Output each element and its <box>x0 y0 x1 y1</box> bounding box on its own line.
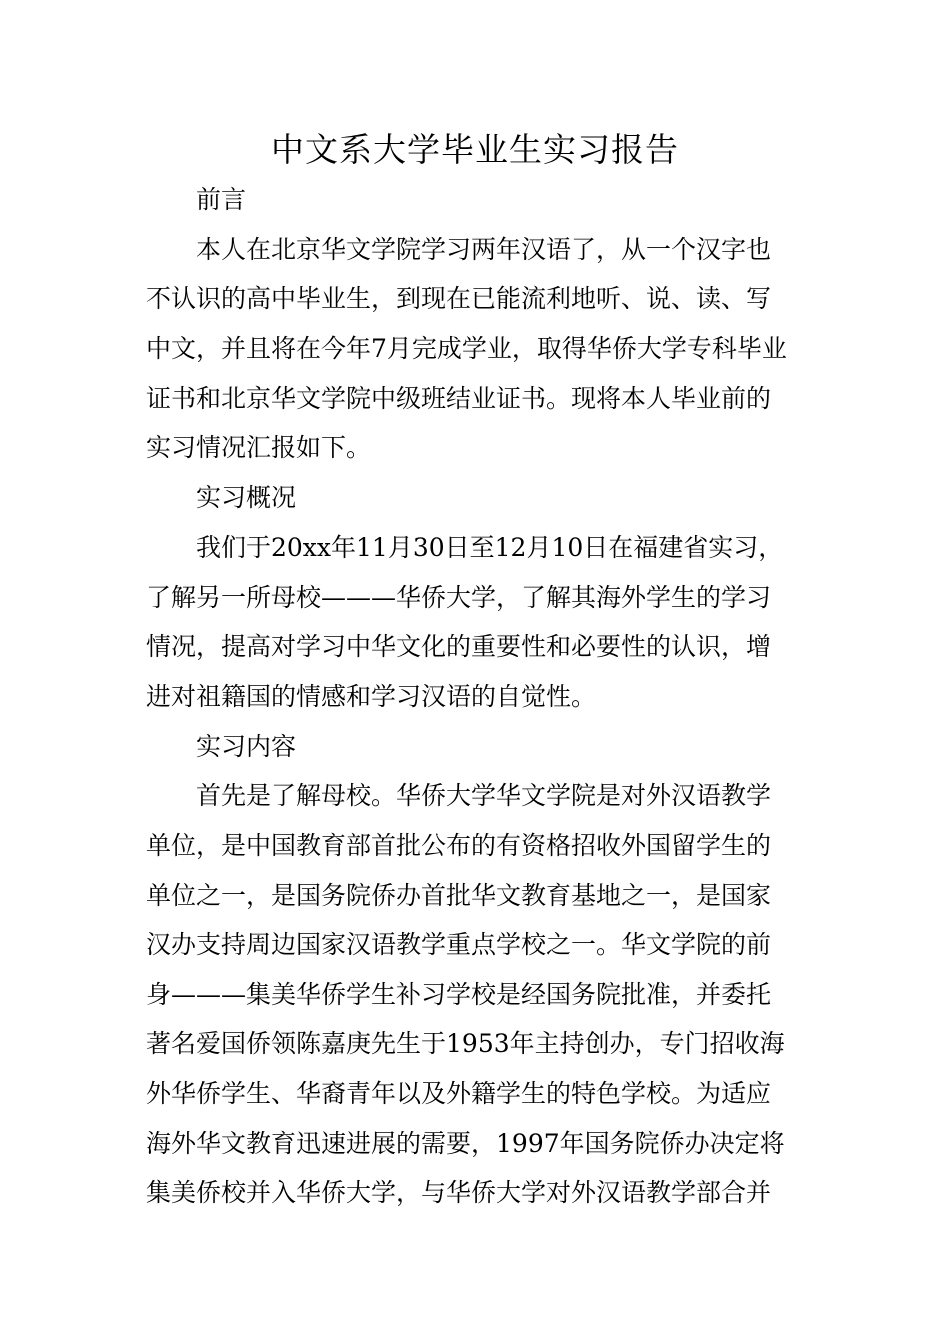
paragraph-line: 本人在北京华文学院学习两年汉语了，从一个汉字也 <box>196 235 772 264</box>
paragraph-line: 中文，并且将在今年7月完成学业，取得华侨大学专科毕业 <box>146 334 787 363</box>
paragraph-line: 身———集美华侨学生补习学校是经国务院批准，并委托 <box>146 980 772 1009</box>
paragraph-line: 外华侨学生、华裔青年以及外籍学生的特色学校。为适应 <box>146 1079 772 1108</box>
section-heading-content: 实习内容 <box>196 732 297 761</box>
section-heading-overview: 实习概况 <box>196 483 297 512</box>
paragraph-line: 实习情况汇报如下。 <box>146 433 372 462</box>
paragraph-line: 不认识的高中毕业生，到现在已能流利地听、说、读、写 <box>146 284 772 313</box>
paragraph-line: 首先是了解母校。华侨大学华文学院是对外汉语教学 <box>196 781 772 810</box>
paragraph-line: 了解另一所母校———华侨大学，了解其海外学生的学习 <box>146 583 772 612</box>
document-title: 中文系大学毕业生实习报告 <box>271 130 679 169</box>
paragraph-line: 进对祖籍国的情感和学习汉语的自觉性。 <box>146 682 597 711</box>
paragraph-line: 单位之一，是国务院侨办首批华文教育基地之一，是国家 <box>146 881 772 910</box>
paragraph-line: 单位，是中国教育部首批公布的有资格招收外国留学生的 <box>146 831 772 860</box>
section-heading-preface: 前言 <box>196 185 247 214</box>
paragraph-line: 汉办支持周边国家汉语教学重点学校之一。华文学院的前 <box>146 930 772 959</box>
paragraph-line: 我们于20xx年11月30日至12月10日在福建省实习， <box>196 533 784 562</box>
paragraph-line: 证书和北京华文学院中级班结业证书。现将本人毕业前的 <box>146 384 772 413</box>
paragraph-line: 集美侨校并入华侨大学，与华侨大学对外汉语教学部合并 <box>146 1178 772 1207</box>
paragraph-line: 海外华文教育迅速进展的需要，1997年国务院侨办决定将 <box>146 1129 785 1158</box>
paragraph-line: 情况，提高对学习中华文化的重要性和必要性的认识，增 <box>146 632 772 661</box>
paragraph-line: 著名爱国侨领陈嘉庚先生于1953年主持创办，专门招收海 <box>146 1029 785 1058</box>
